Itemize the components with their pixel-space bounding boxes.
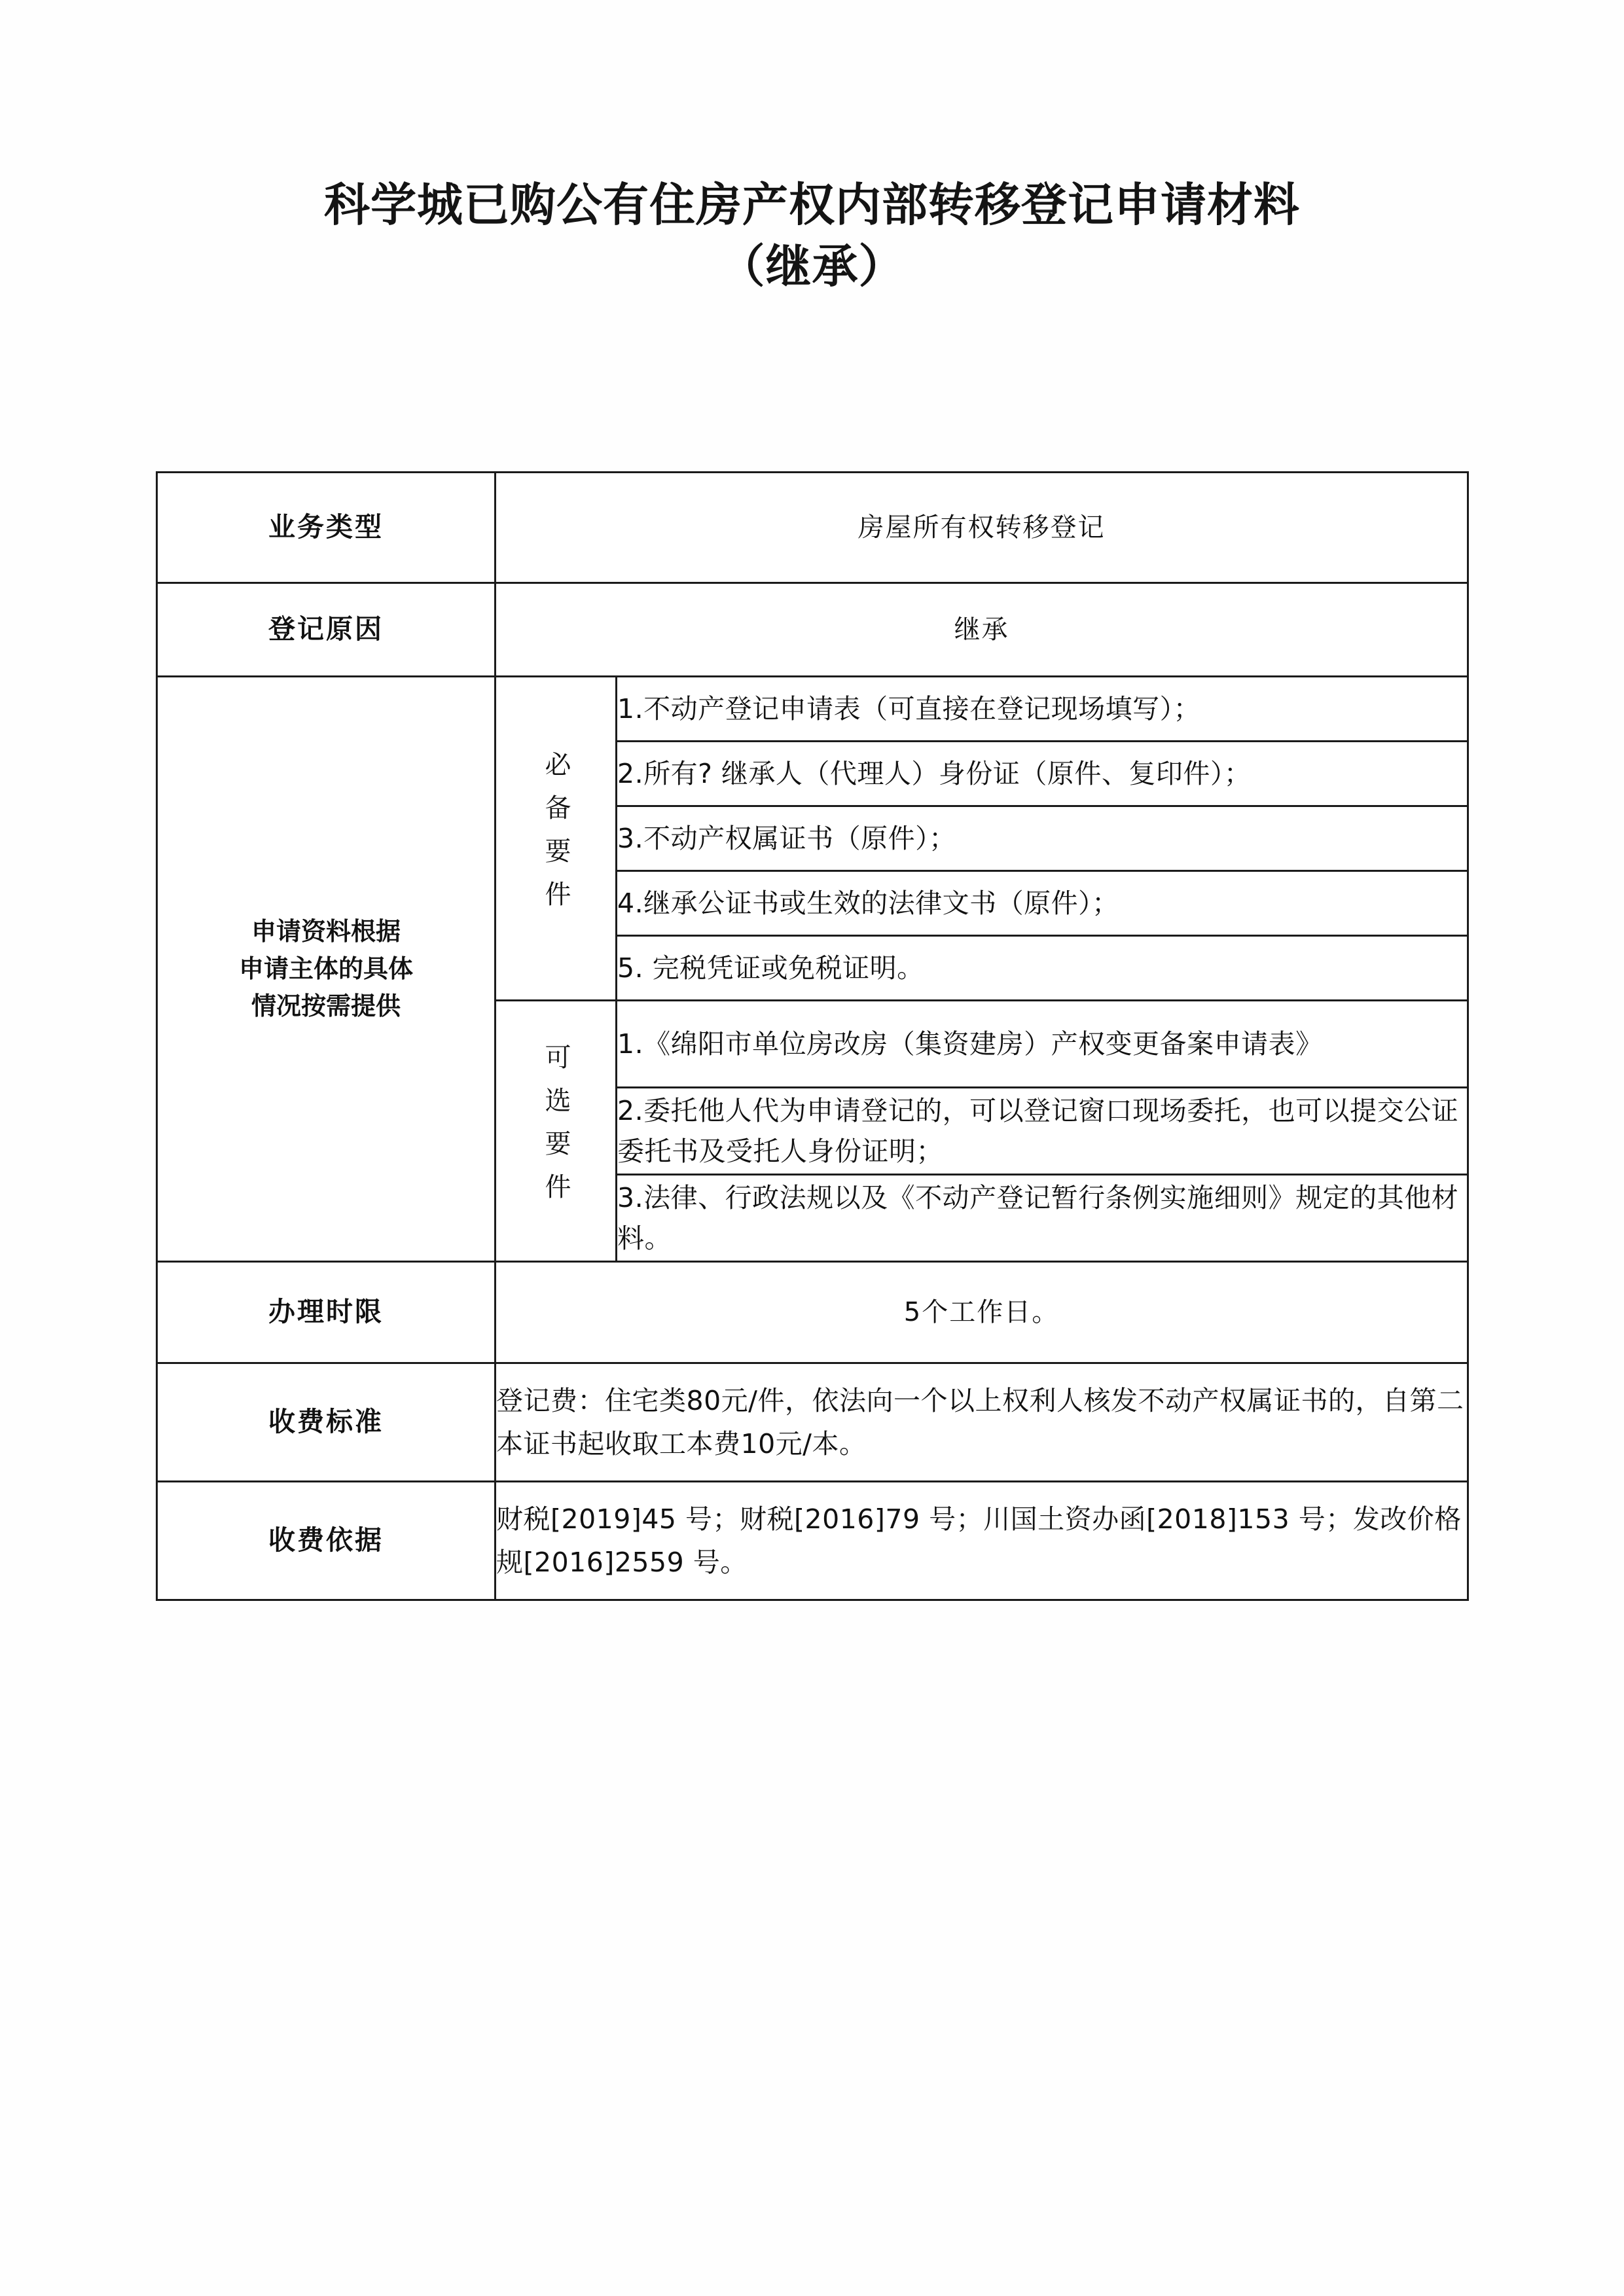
required-item-5: 5. 完税凭证或免税证明。 [617,936,1468,1001]
label-application-materials [157,677,496,1262]
required-item-2: 2.所有? 继承人（代理人）身份证（原件、复印件）； [617,742,1468,806]
label-fee-basis: 收费依据 [157,1482,496,1600]
required-item-3: 3.不动产权属证书（原件）； [617,806,1468,871]
value-business-type: 房屋所有权转移登记 [496,473,1468,583]
label-fee-standard: 收费标准 [157,1363,496,1482]
label-business-type: 业务类型 [157,473,496,583]
value-processing-time: 5个工作日。 [496,1262,1468,1363]
label-line-2: 申请主体的具体 [238,954,413,983]
table-row-registration-reason [157,583,1468,677]
page-title-line-2: （继承） [719,238,905,293]
table-row-required-item-1 [157,677,1468,742]
application-materials-table [156,471,1469,1601]
label-optional-items [496,1001,617,1262]
label-registration-reason: 登记原因 [157,583,496,677]
application-materials-table-wrapper [156,471,1469,1601]
optional-item-1: 1.《绵阳市单位房改房（集资建房）产权变更备案申请表》 [617,1001,1468,1088]
table-row-fee-standard [157,1363,1468,1482]
page-title-line-1: 科学城已购公有住房产权内部转移登记申请材料 [324,177,1300,232]
required-item-4: 4.继承公证书或生效的法律文书（原件）； [617,871,1468,936]
value-fee-basis: 财税[2019]45 号；财税[2016]79 号；川国土资办函[2018]153 号；发改价格规[2016]2559 号。 [496,1482,1468,1600]
table-row-processing-time [157,1262,1468,1363]
label-line-1: 申请资料根据 [251,917,401,946]
label-required-items [496,677,617,1001]
value-fee-standard: 登记费：住宅类80元/件，依法向一个以上权利人核发不动产权属证书的，自第二本证书起收取工本费10元/本。 [496,1363,1468,1482]
value-registration-reason: 继承 [496,583,1468,677]
label-optional-items-text: 可选要件 [541,1043,571,1216]
required-item-1: 1.不动产登记申请表（可直接在登记现场填写）； [617,677,1468,742]
table-row-business-type [157,473,1468,583]
label-required-items-text: 必备要件 [541,751,571,924]
optional-item-3: 3.法律、行政法规以及《不动产登记暂行条例实施细则》规定的其他材料。 [617,1175,1468,1262]
label-line-3: 情况按需提供 [251,992,401,1020]
table-row-fee-basis [157,1482,1468,1600]
optional-item-2: 2.委托他人代为申请登记的，可以登记窗口现场委托，也可以提交公证委托书及受托人身份证明； [617,1088,1468,1175]
label-processing-time: 办理时限 [157,1262,496,1363]
page-title [0,175,1624,295]
